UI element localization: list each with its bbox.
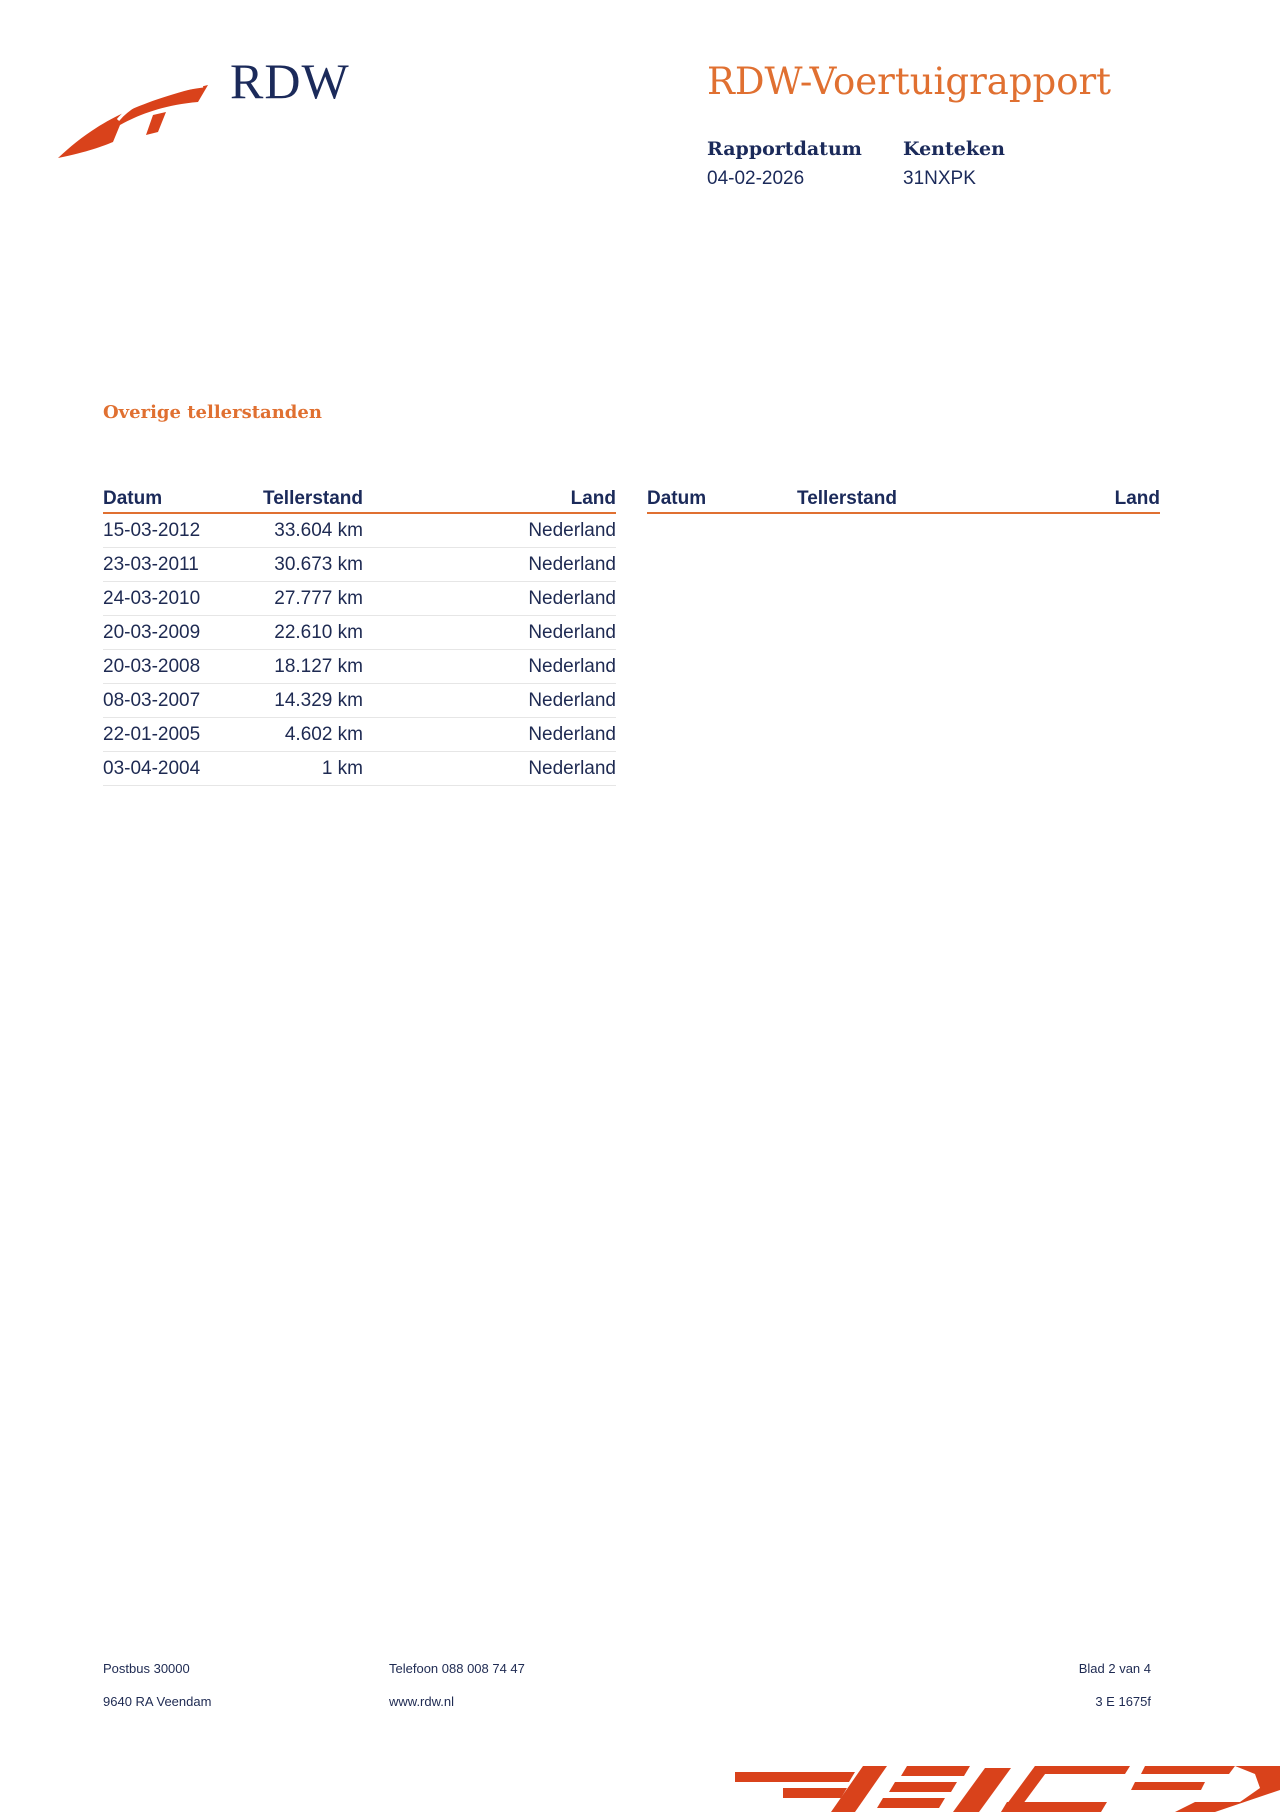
table-row <box>103 752 616 786</box>
decorative-stripes-icon <box>735 1760 1280 1812</box>
footer-address-line2: 9640 RA Veendam <box>103 1694 212 1709</box>
cell-date: 23-03-2011 <box>103 548 253 582</box>
column-header-reading: Tellerstand <box>797 483 907 513</box>
plate-label: Kenteken <box>903 138 1005 160</box>
cell-date: 22-01-2005 <box>103 718 253 752</box>
cell-country: Nederland <box>363 650 616 684</box>
cell-country: Nederland <box>363 548 616 582</box>
footer-doc-code: 3 E 1675f <box>1095 1694 1151 1709</box>
cell-country: Nederland <box>363 684 616 718</box>
footer-address-line1: Postbus 30000 <box>103 1661 190 1676</box>
report-date: 04-02-2026 <box>707 168 805 189</box>
column-header-country: Land <box>363 483 616 513</box>
table-row <box>103 582 616 616</box>
footer-page-number: Blad 2 van 4 <box>1078 1661 1151 1676</box>
cell-country: Nederland <box>363 616 616 650</box>
cell-reading: 14.329 km <box>253 684 363 718</box>
odometer-table-left <box>103 483 616 786</box>
cell-country: Nederland <box>363 718 616 752</box>
table-row <box>103 684 616 718</box>
plate-number: 31NXPK <box>903 168 976 189</box>
cell-date: 24-03-2010 <box>103 582 253 616</box>
table-header-row <box>647 483 1160 513</box>
table-row <box>103 616 616 650</box>
rdw-logo-icon <box>58 80 208 162</box>
table-row <box>103 650 616 684</box>
cell-date: 20-03-2009 <box>103 616 253 650</box>
table-row <box>103 718 616 752</box>
cell-reading: 33.604 km <box>253 513 363 548</box>
cell-country: Nederland <box>363 513 616 548</box>
brand-name: RDW <box>230 53 350 109</box>
report-date-label: Rapportdatum <box>707 138 862 160</box>
cell-country: Nederland <box>363 582 616 616</box>
cell-reading: 30.673 km <box>253 548 363 582</box>
cell-date: 15-03-2012 <box>103 513 253 548</box>
footer-website[interactable]: www.rdw.nl <box>389 1694 455 1709</box>
cell-reading: 22.610 km <box>253 616 363 650</box>
column-header-reading: Tellerstand <box>253 483 363 513</box>
cell-date: 03-04-2004 <box>103 752 253 786</box>
column-header-date: Datum <box>647 483 797 513</box>
odometer-table-right <box>647 483 1160 514</box>
cell-reading: 27.777 km <box>253 582 363 616</box>
cell-reading: 1 km <box>253 752 363 786</box>
cell-country: Nederland <box>363 752 616 786</box>
report-title: RDW-Voertuigrapport <box>707 60 1112 103</box>
table-header-row <box>103 483 616 513</box>
cell-reading: 18.127 km <box>253 650 363 684</box>
column-header-country: Land <box>907 483 1160 513</box>
cell-date: 08-03-2007 <box>103 684 253 718</box>
table-row <box>103 513 616 548</box>
footer-phone: Telefoon 088 008 74 47 <box>389 1661 525 1676</box>
table-row <box>103 548 616 582</box>
column-header-date: Datum <box>103 483 253 513</box>
section-title: Overige tellerstanden <box>103 402 322 423</box>
cell-date: 20-03-2008 <box>103 650 253 684</box>
cell-reading: 4.602 km <box>253 718 363 752</box>
